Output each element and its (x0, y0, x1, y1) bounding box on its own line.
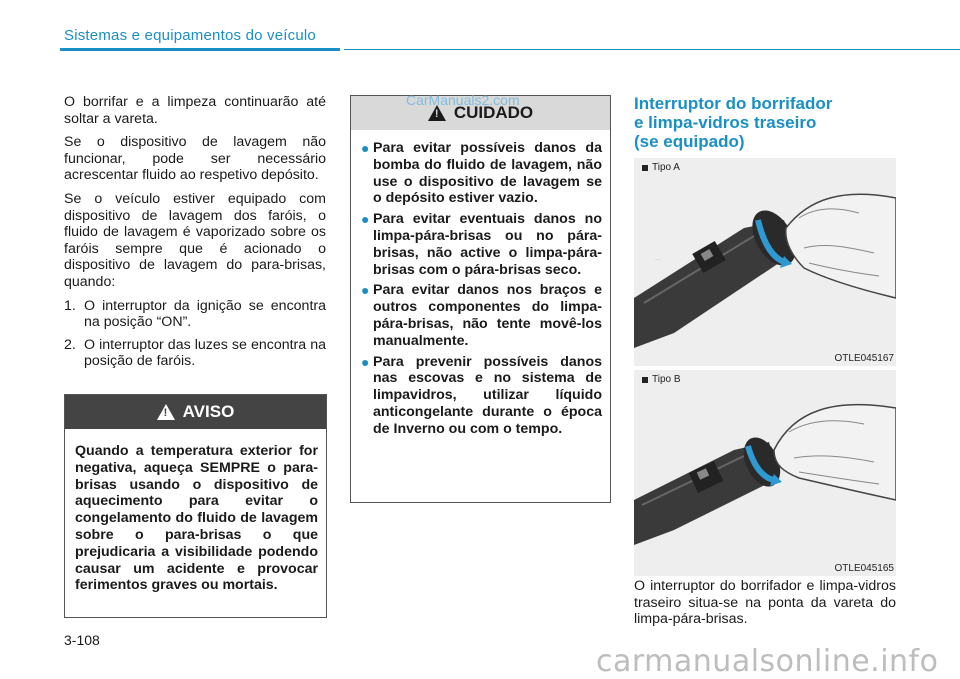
list-item (64, 337, 326, 370)
cuidado-list (351, 130, 610, 450)
list-text: Para evitar possíveis danos da bomba do fluido de lavagem, não use o dispositivo de lavagem se o depósito estiver vazio. (373, 140, 602, 207)
list-item (64, 298, 326, 331)
figure-code: OTLE045165 (834, 563, 894, 574)
watermark-text: CarManuals2.com (406, 92, 520, 108)
figure-label-text: Tipo B (652, 374, 681, 385)
list-text: Para evitar eventuais danos no limpa-pára-brisas ou no pára-brisas, não active o limpa-pára-brisas com o pára-brisas seco. (373, 211, 602, 278)
bullet-icon: ● (361, 353, 370, 370)
list-item (361, 282, 602, 349)
aviso-box (64, 394, 327, 618)
cuidado-title: CUIDADO (453, 103, 534, 122)
wiper-lever-illustration (634, 370, 896, 576)
header-title: Sistemas e equipamentos do veículo (64, 27, 316, 44)
section-title (634, 94, 832, 151)
bullet-icon: ● (361, 282, 370, 299)
page-number: 3-108 (64, 632, 100, 648)
section-title-line: (se equipado) (634, 132, 745, 151)
list-text: O interruptor da ignição se encontra na posição “ON”. (84, 297, 326, 331)
paragraph: Se o veículo estiver equipado com dispositivo de lavagem dos faróis, o fluido de lavagem é vaporizado sobre os faróis sempre que é acionado o dispositivo de lavagem do para-brisas, quando: (64, 190, 326, 290)
list-text: O interruptor das luzes se encontra na posição de faróis. (84, 336, 326, 370)
wiper-lever-illustration (634, 158, 896, 366)
list-item (361, 140, 602, 207)
section-title-line: e limpa-vidros traseiro (634, 113, 817, 132)
section-title-line: Interruptor do borrifador (634, 94, 833, 113)
svg-text:⌒: ⌒ (654, 259, 662, 268)
figure-label-text: Tipo A (652, 162, 680, 173)
figure-code: OTLE045167 (834, 353, 894, 364)
footer-watermark: carmanualsonline.info (596, 644, 939, 679)
bullet-icon: ● (361, 211, 370, 228)
list-number: 2. (64, 336, 76, 353)
figure-tipo-a (634, 158, 896, 366)
description-text: O interruptor do borrifador e limpa-vidros traseiro situa-se na ponta da vareta do limpa-pára-brisas. (634, 578, 896, 628)
paragraph: Se o dispositivo de lavagem não funcionar, pode ser necessário acrescentar fluido ao respetivo depósito. (64, 134, 326, 184)
list-item (361, 211, 602, 278)
header-rule-accent (60, 48, 340, 51)
list-item (361, 354, 602, 438)
aviso-body: Quando a temperatura exterior for negativa, aqueça SEMPRE o para-brisas usando o dispositivo de aquecimento para evitar o congelamento do fluido de lavagem sobre o para-brisas o que prejudicaria a visibilidade podendo causar um acidente e provocar ferimentos graves ou mortais. (75, 443, 318, 594)
list-text: Para evitar danos nos braços e outros componentes do limpa-pára-brisas, não tente movê-los manualmente. (373, 282, 602, 349)
cuidado-box (350, 95, 611, 503)
warning-icon (157, 404, 175, 420)
paragraph: O borrifar e a limpeza continuarão até soltar a vareta. (64, 94, 326, 127)
aviso-header (65, 395, 326, 429)
list-number: 1. (64, 297, 76, 314)
list-text: Para prevenir possíveis danos nas escovas e no sistema de limpavidros, utilizar líquido anticongelante durante o época de Inverno ou com o tempo. (373, 353, 602, 437)
figure-tipo-b (634, 370, 896, 576)
header-rule (344, 49, 960, 50)
left-column (64, 94, 326, 376)
aviso-title: AVISO (182, 402, 235, 421)
bullet-icon: ● (361, 140, 370, 156)
